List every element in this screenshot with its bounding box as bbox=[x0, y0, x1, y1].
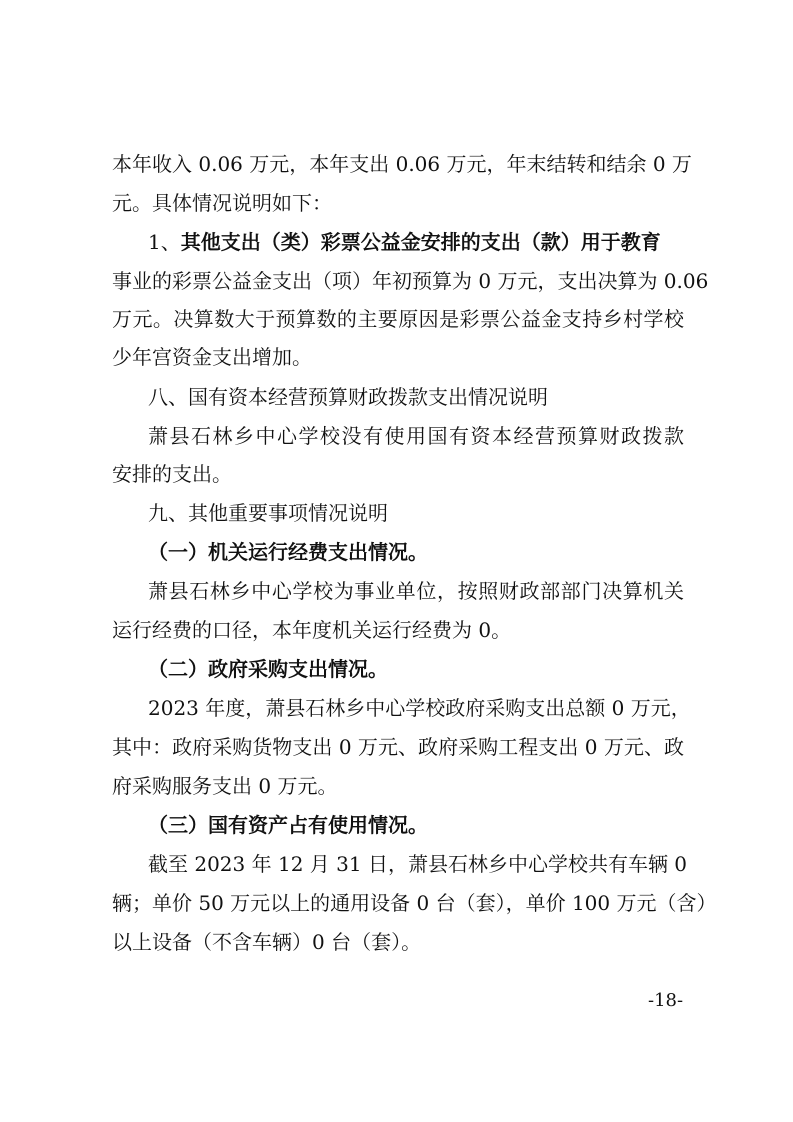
subsection-3-heading: （三）国有资产占有使用情况。 bbox=[148, 813, 428, 837]
subsection-1-heading: （一）机关运行经费支出情况。 bbox=[148, 540, 428, 564]
paragraph-line: 其中：政府采购货物支出 0 万元、政府采购工程支出 0 万元、政 bbox=[112, 735, 684, 759]
paragraph-line: 少年宫资金支出增加。 bbox=[112, 345, 312, 369]
paragraph-line: 萧县石林乡中心学校为事业单位，按照财政部部门决算机关 bbox=[148, 579, 684, 603]
item-1-number: 1、 bbox=[148, 230, 181, 254]
paragraph-line: 萧县石林乡中心学校没有使用国有资本经营预算财政拨款 bbox=[148, 424, 684, 448]
paragraph-line-text: 事业的彩票公益金支出（项）年初预算为 0 万元，支出决算为 0.06 bbox=[112, 269, 709, 293]
paragraph-line: 2023 年度，萧县石林乡中心学校政府采购支出总额 0 万元， bbox=[148, 696, 691, 720]
paragraph-line bbox=[112, 267, 709, 295]
paragraph-line: 以上设备（不含车辆）0 台（套）。 bbox=[112, 930, 422, 954]
paragraph-line: 元。具体情况说明如下： bbox=[112, 191, 332, 215]
paragraph-line: 本年收入 0.06 万元，本年支出 0.06 万元，年末结转和结余 0 万 bbox=[112, 152, 692, 176]
item-1-heading bbox=[148, 228, 661, 256]
section-8-heading: 八、国有资本经营预算财政拨款支出情况说明 bbox=[148, 385, 548, 409]
paragraph-line: 万元。决算数大于预算数的主要原因是彩票公益金支持乡村学校 bbox=[112, 307, 684, 331]
subsection-2-heading: （二）政府采购支出情况。 bbox=[148, 657, 388, 681]
paragraph-line: 运行经费的口径，本年度机关运行经费为 0。 bbox=[112, 618, 512, 642]
paragraph-line: 截至 2023 年 12 月 31 日，萧县石林乡中心学校共有车辆 0 bbox=[148, 852, 688, 876]
paragraph-line: 府采购服务支出 0 万元。 bbox=[112, 774, 338, 798]
page-number: -18- bbox=[648, 990, 684, 1011]
paragraph-line: 辆；单价 50 万元以上的通用设备 0 台（套），单价 100 万元（含） bbox=[112, 891, 717, 915]
paragraph-line: 安排的支出。 bbox=[112, 462, 232, 486]
section-9-heading: 九、其他重要事项情况说明 bbox=[148, 501, 388, 525]
item-1-bold-text: 其他支出（类）彩票公益金安排的支出（款）用于教育 bbox=[180, 230, 661, 254]
